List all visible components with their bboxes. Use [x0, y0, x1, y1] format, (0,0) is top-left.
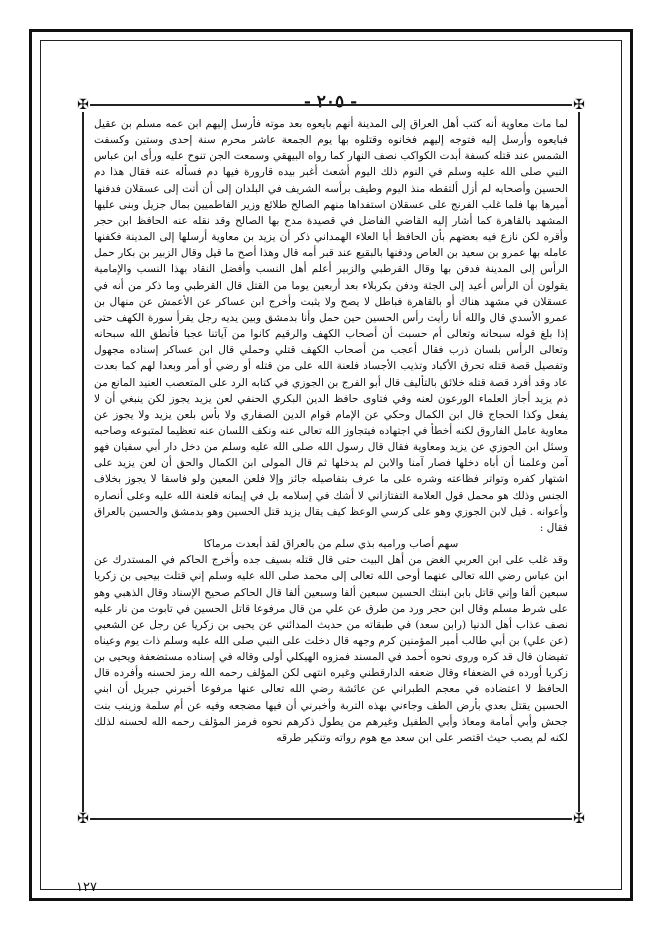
paragraph: لما مات معاوية أنه كتب أهل العراق إلى المدينة أنهم بايعوه بعد موته فأرسل إليهم ابن عمه مسلم بن عقيل فبايعوه وأرسل إليه فتوجه إليهم فخانوه وقتلوه بها يوم الجمعة عاشر محرم سنة إحدى وستين وكسفت الشمس عند قتله كسفة أبدت الكواكب نصف النهار كما رواه البيهقي وسمعت الجن تنوح عليه ورأى ابن عباس النبي صلى الله عليه وسلم في النوم ذلك اليوم أشعث أغبر بيده قارورة فيها دم فسأله عنه فقال هذا دم الحسين وأصحابه لم أزل ألتقطه منذ اليوم وطيف برأسه الشريف في البلدان إلى أن أتت إلى عسقلان فدفنها أميرها بها فلما غلب الفرنج على عسقلان استفداها منهم الصالح طلائع وزير الفاطميين بمال جزيل وبنى عليها المشهد بالقاهرة كما أشار إليه القاضي الفاضل في قصيدة مدح بها الصالح وقد نقله عنه الحافظ ابن حجر وأقره لكن نازع فيه بعضهم بأن الحافظ أبا العلاء الهمداني ذكر أن يزيد بن معاوية أرسلها إلى المدينة فكفنها عامله بها عمرو بن سعيد بن العاص ودفنها بالبقيع عند قبر أمه قال وهذا أصح ما قيل وقال الزبير بن بكار حمل الرأس إلى المدينة فدفن بها وقال القرطبي والزبير أعلم أهل النسب وأفضل النقاد بهذا النسب والإمامية يقولون أن الرأس أعيد إلى الجثة ودفن بكربلاء بعد أربعين يوما من القتل قال القرطبي وما ذكر من أنه في عسقلان في مشهد هناك أو بالقاهرة فباطل لا يصح ولا يثبت وأخرج ابن عساكر عن الأعمش عن منهال بن عمرو الأسدي قال والله أنا رأيت رأس الحسين حين حمل وأنا بدمشق وبين يديه رجل يقرأ سورة الكهف حتى إذا بلغ قوله سبحانه وتعالى أم حسبت أن أصحاب الكهف والرقيم كانوا من آياتنا عجبا فأنطق الله سبحانه وتعالى الرأس بلسان ذرب فقال أعجب من أصحاب الكهف قتلي وحملي قال ابن عساكر إسناده مجهول وتفصيل قصة قتله تحرق الأكباد وتذيب الأجساد فلعنة الله على من قتله أو رضي أو أمر وبعدا لهم كما بعدت عاد وقد أفرد قصة قتله خلائق بالتأليف قال أبو الفرج بن الجوزي في كتابه الرد على المتعصب العنيد المانع من ذم يزيد أجاز العلماء الورعون لعنه وفي فتاوى حافظ الدين البكري الحنفي لعن يزيد يجوز لكن ينبغي أن لا يفعل وكذا الحجاج قال ابن الكمال وحكي عن الإمام قوام الدين الصفاري ولا بأس بلعن يزيد ولا يجوز عن معاوية عامل الفاروق لكنه أخطأ في اجتهاده فيتجاوز الله تعالى عنه ونكف اللسان عنه تعظيما لمتبوعه وصاحبه وسئل ابن الجوزي عن يزيد ومعاوية فقال قال رسول الله صلى الله عليه وسلم من دخل دار أبي سفيان فهو آمن وعلمنا أن أباه دخلها فصار آمنا والابن لم يدخلها ثم قال المولى ابن الكمال والحق أن لعن يزيد على اشتهار كفره وتواتر فظاعته وشره على ما عرف بتفاصيله جائز وإلا فلعن المعين ولو فاسقا لا يجوز بخلاف الجنس وذلك هو محمل قول العلامة التفتازاني لا أشك في إسلامه بل في إيمانه فلعنة الله عليه وعلى أنصاره وأعوانه . قيل لابن الجوزي وهو على كرسي الوعظ كيف يقال يزيد قتل الحسين وهو بدمشق والحسين بالعراق فقال : — [94, 118, 568, 534]
footer-page-number: ١٢٧ — [76, 880, 97, 895]
body-text — [94, 116, 568, 808]
verse-line: سهم أصاب وراميه بذي سلم من بالعراق لقد أبعدت مرماكا — [203, 538, 459, 551]
page-number: - ٢٠٥ - — [303, 92, 358, 112]
corner-ornament-icon: ✠ — [77, 811, 89, 827]
paragraph: وقد غلب على ابن العربي الغض من أهل البيت حتى قال قتله بسيف جده وأخرج الحاكم في المستدرك عن ابن عباس رضي الله تعالى عنهما أوحى الله تعالى إلى محمد صلى الله عليه وسلم إني قتلت بيحيى بن زكريا سبعين ألفا وإني قاتل بابن ابنتك الحسين سبعين ألفا وسبعين ألفا قال الحاكم صحيح الإسناد وقال الذهبي وهو على شرط مسلم وقال ابن حجر ورد من طرق عن علي من قال مرفوعا قاتل الحسين في تابوت من نار عليه نصف عذاب أهل الدنيا (رابن سعد) في طبقاته من حديث المدائني عن يحيى بن زكريا عن رجل عن الشعبي (عن علي) بن أبي طالب أمير المؤمنين كرم وجهه قال دخلت على النبي صلى الله عليه وسلم ذات يوم وعيناه تفيضان قال قد كره وروى نحوه أحمد في المسند فمزوه الهيكلي أولى وقاله في إسناده مستضعفة ويحيى بن زكريا أورده في الضعفاء وقال ضعفه الدارقطني وغيره انتهى لكن المؤلف رحمه الله رمز لحسنه وأفرده قال الحافظ لا اعتضاده في معجم الطبراني عن عائشة رضي الله تعالى عنها مرفوعا أخبرني جبريل أن ابني الحسين يقتل بعدي بأرض الطف وجاءني بهذه التربة وأخبرني أن فيها مضجعه وفيه عن أم سلمة وزينب بنت جحش وأبي أمامة ومعاذ وأبي الطفيل وغيرهم من يطول ذكرهم نحوه فرمز المؤلف رحمه الله لحسنه لذلك لكنه لم يصب حيث اقتصر على ابن سعد مع هوم رواته وتنكير طرقه — [94, 554, 568, 744]
corner-ornament-icon: ✠ — [573, 811, 585, 827]
corner-ornament-icon: ✠ — [77, 97, 89, 113]
corner-ornament-icon: ✠ — [573, 97, 585, 113]
